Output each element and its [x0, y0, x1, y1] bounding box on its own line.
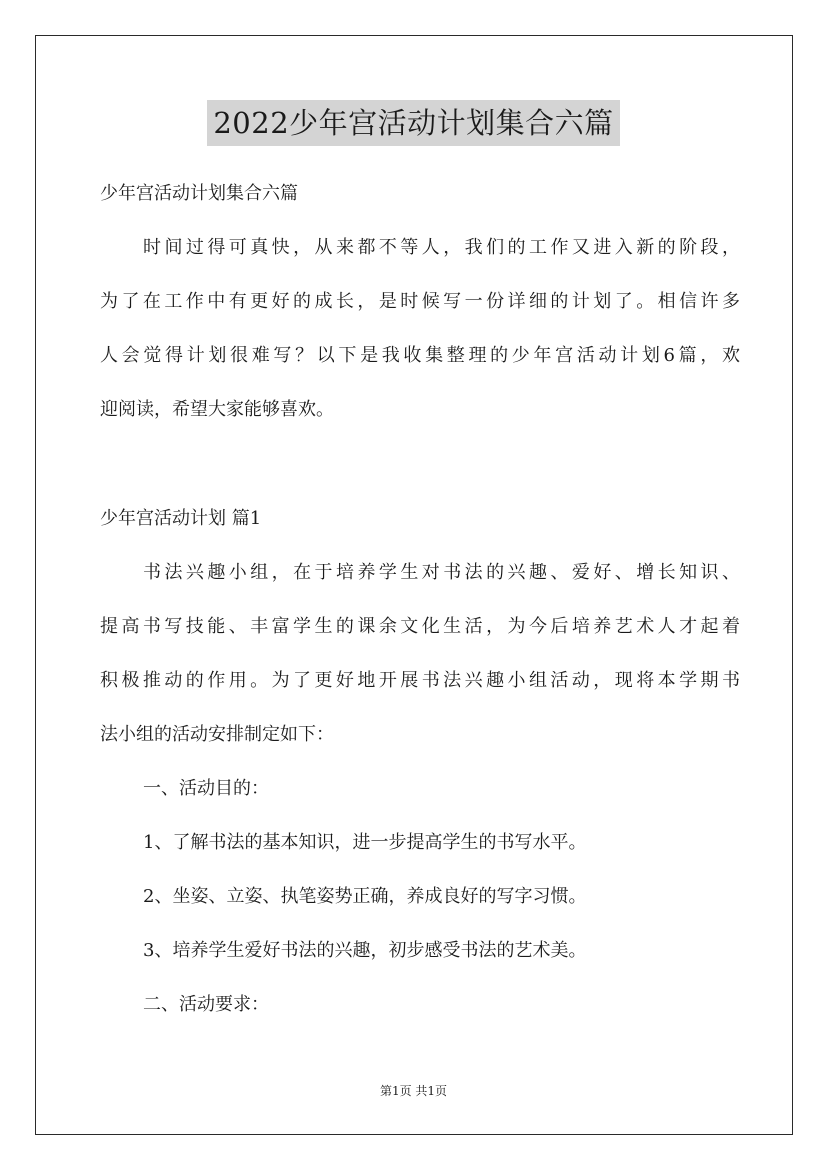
section-line-2: 提高书写技能、丰富学生的课余文化生活，为今后培养艺术人才起着 [100, 616, 740, 637]
purpose-item-2: 2、坐姿、立姿、执笔姿势正确，养成良好的写字习惯。 [143, 886, 587, 907]
purpose-item-3: 3、培养学生爱好书法的兴趣，初步感受书法的艺术美。 [143, 940, 587, 961]
intro-line-4: 迎阅读，希望大家能够喜欢。 [100, 399, 334, 420]
requirements-heading: 二、活动要求： [143, 994, 269, 1015]
section-line-3: 积极推动的作用。为了更好地开展书法兴趣小组活动，现将本学期书 [100, 670, 740, 691]
document-subtitle: 少年宫活动计划集合六篇 [100, 183, 298, 204]
section-line-1: 书法兴趣小组，在于培养学生对书法的兴趣、爱好、增长知识、 [143, 562, 740, 583]
section-heading: 少年宫活动计划 篇1 [100, 508, 262, 529]
purpose-heading: 一、活动目的： [143, 778, 269, 799]
section-line-4: 法小组的活动安排制定如下： [100, 724, 334, 745]
intro-line-2: 为了在工作中有更好的成长，是时候写一份详细的计划了。相信许多 [100, 291, 740, 312]
document-title-text: 2022少年宫活动计划集合六篇 [207, 100, 619, 146]
document-title [0, 100, 827, 146]
intro-line-3: 人会觉得计划很难写？以下是我收集整理的少年宫活动计划6篇，欢 [100, 345, 740, 366]
purpose-item-1: 1、了解书法的基本知识，进一步提高学生的书写水平。 [143, 832, 587, 853]
page-number: 第1页 共1页 [379, 1084, 448, 1098]
intro-line-1: 时间过得可真快，从来都不等人，我们的工作又进入新的阶段， [143, 237, 740, 258]
